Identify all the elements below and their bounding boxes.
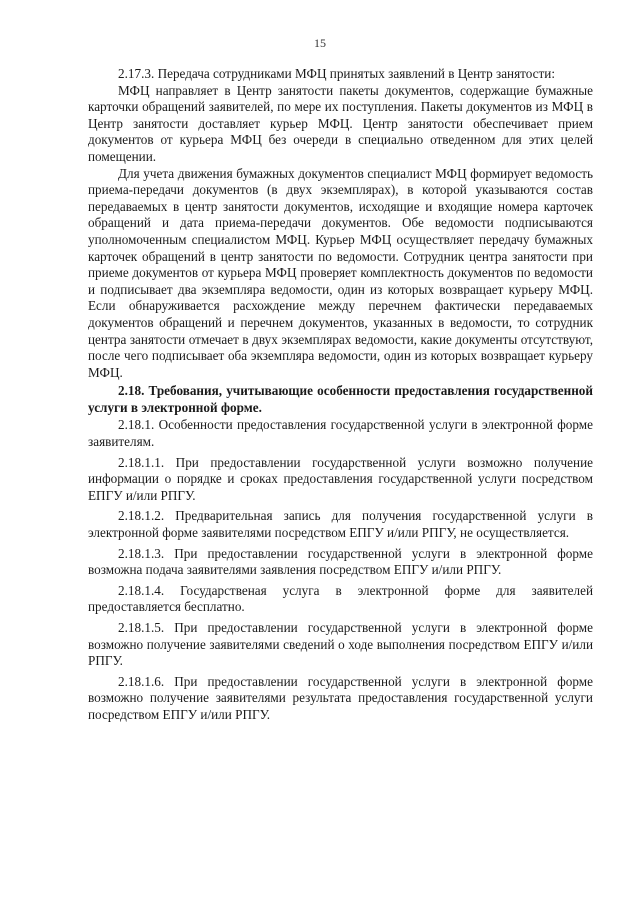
- paragraph-2-18-1-5: 2.18.1.5. При предоставлении государственной услуги в электронной форме возможно получение заявителями сведений о ходе выполнения посредством ЕПГУ и/или РПГУ.: [88, 620, 593, 669]
- paragraph-2-18-1: 2.18.1. Особенности предоставления государственной услуги в электронной форме заявителям.: [88, 417, 593, 450]
- paragraph-document-accounting: Для учета движения бумажных документов специалист МФЦ формирует ведомость приема-передачи документов (в двух экземплярах), в которой указываются состав передаваемых в центр занятости документов, исходящие и входящие номера карточек обращений и дата приема-передачи документов. Обе ведомости подписываются уполномоченным специалистом МФЦ. Курьер МФЦ осуществляет передачу бумажных карточек обращений в центр занятости по ведомости. Сотрудник центра занятости при приеме документов от курьера МФЦ проверяет комплектность документов по ведомости и подписывает два экземпляра ведомости, один из которых возвращает курьеру МФЦ. Если обнаруживается расхождение между перечнем фактически передаваемых документов обращений и перечнем документов, указанных в ведомости, то сотрудник центра занятости отмечает в двух экземплярах ведомости, какие документы отсутствуют, после чего подписывает оба экземпляра ведомости, один из которых возвращает курьеру МФЦ.: [88, 165, 593, 380]
- paragraph-2-18-1-4: 2.18.1.4. Государственая услуга в электронной форме для заявителей предоставляется бесплатно.: [88, 582, 593, 615]
- paragraph-mfc-sends-documents: МФЦ направляет в Центр занятости пакеты документов, содержащие бумажные карточки обращений заявителей, по мере их поступления. Пакеты документов из МФЦ в Центр занятости доставляет курьер МФЦ. Центр занятости обеспечивает прием документов от курьера МФЦ без очереди в специально отведенном для этих целей помещении.: [88, 82, 593, 164]
- section-heading-2-18: 2.18. Требования, учитывающие особенности предоставления государственной услуги в электронной форме.: [88, 383, 593, 415]
- page-number: 15: [314, 36, 326, 50]
- paragraph-2-18-1-6: 2.18.1.6. При предоставлении государственной услуги в электронной форме возможно получение заявителями результата предоставления государственной услуги посредством ЕПГУ и/или РПГУ.: [88, 673, 593, 722]
- document-body: [88, 66, 593, 724]
- paragraph-2-18-1-1: 2.18.1.1. При предоставлении государственной услуги возможно получение информации о порядке и сроках предоставления государственной услуги посредством ЕПГУ и/или РПГУ.: [88, 454, 593, 503]
- paragraph-2-18-1-3: 2.18.1.3. При предоставлении государственной услуги в электронной форме возможна подача заявителями заявления посредством ЕПГУ и/или РПГУ.: [88, 545, 593, 578]
- paragraph-2-17-3: 2.17.3. Передача сотрудниками МФЦ принятых заявлений в Центр занятости:: [118, 66, 556, 81]
- paragraph-2-18-1-2: 2.18.1.2. Предварительная запись для получения государственной услуги в электронной форме заявителями посредством ЕПГУ и/или РПГУ, не осуществляется.: [88, 508, 593, 541]
